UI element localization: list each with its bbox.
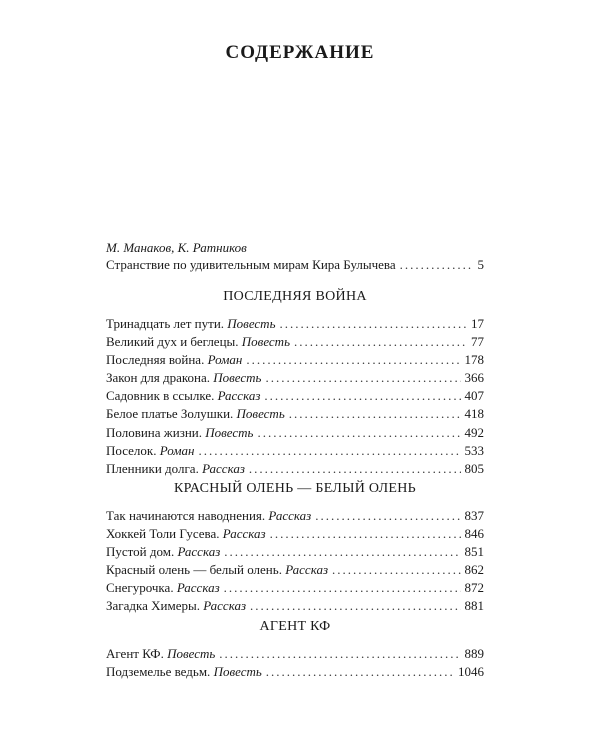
section-agent-kf: [106, 617, 484, 681]
entry-genre: Роман: [159, 442, 195, 458]
entry-title: Хоккей Толи Гусева.: [106, 526, 220, 542]
entry-genre: Повесть: [236, 406, 285, 422]
leader-dots: [224, 543, 460, 561]
page-title: СОДЕРЖАНИЕ: [225, 42, 375, 63]
entry-page: 889: [464, 646, 484, 661]
entry-title: Великий дух и беглецы.: [106, 334, 239, 350]
section-poslednyaya-voyna: [106, 287, 484, 478]
entry-title: Белое платье Золушки.: [106, 406, 234, 422]
entry-genre: Рассказ: [217, 388, 261, 404]
toc-entry[interactable]: [106, 387, 484, 405]
entry-genre: Рассказ: [177, 544, 221, 560]
toc-entry[interactable]: [106, 460, 484, 478]
entry-page: 407: [464, 388, 484, 404]
toc-entry[interactable]: [106, 333, 484, 351]
leader-dots: [294, 333, 467, 351]
entry-page: 872: [464, 580, 484, 596]
entry-title: Последняя война.: [106, 352, 205, 368]
section-title: ПОСЛЕДНЯЯ ВОЙНА: [223, 289, 367, 304]
entry-page: 77: [471, 334, 484, 350]
entry-genre: Повесть: [205, 424, 254, 440]
entry-title: Садовник в ссылке.: [106, 388, 215, 404]
leader-dots: [257, 424, 460, 442]
leader-dots: [400, 256, 474, 274]
toc-entry[interactable]: [106, 256, 484, 274]
entry-page: 418: [464, 406, 484, 422]
toc-entry[interactable]: [106, 579, 484, 597]
entry-title: Агент КФ.: [106, 646, 164, 661]
entry-page: 1046: [458, 664, 484, 680]
toc-entry[interactable]: [106, 442, 484, 460]
leader-dots: [265, 369, 460, 387]
toc-entry[interactable]: [106, 597, 484, 615]
section-title: АГЕНТ КФ: [259, 619, 331, 634]
section-krasny-olen: [106, 479, 484, 616]
toc-entry[interactable]: [106, 405, 484, 423]
entry-title: Красный олень — белый олень.: [106, 562, 282, 578]
entry-page: 805: [464, 460, 484, 476]
leader-dots: [266, 663, 454, 681]
entry-title: Загадка Химеры.: [106, 598, 200, 614]
entry-title: Поселок.: [106, 442, 157, 458]
toc-entry[interactable]: [106, 543, 484, 561]
entry-title: Пустой дом.: [106, 544, 175, 560]
leader-dots: [289, 405, 461, 423]
entry-title: Закон для дракона.: [106, 370, 210, 386]
toc-entry[interactable]: [106, 315, 484, 333]
toc-entry[interactable]: [106, 351, 484, 369]
toc-entry[interactable]: [106, 561, 484, 579]
entry-title: Подземелье ведьм.: [106, 664, 211, 680]
leader-dots: [246, 351, 460, 369]
leader-dots: [219, 645, 460, 663]
entry-page: 178: [464, 352, 484, 368]
entry-page: 881: [464, 598, 484, 614]
leader-dots: [250, 597, 460, 615]
intro-essay: [106, 240, 484, 274]
leader-dots: [270, 525, 461, 543]
toc-entry[interactable]: [106, 663, 484, 681]
leader-dots: [280, 315, 468, 333]
leader-dots: [198, 442, 460, 460]
essay-authors: М. Манаков, К. Ратников: [106, 240, 247, 255]
toc-entry[interactable]: [106, 645, 484, 663]
entry-page: 862: [464, 562, 484, 578]
entry-page: 5: [477, 257, 484, 272]
toc-entry[interactable]: [106, 424, 484, 442]
entry-genre: Повесть: [167, 646, 216, 661]
leader-dots: [264, 387, 460, 405]
toc-entry[interactable]: [106, 369, 484, 387]
section-title: КРАСНЫЙ ОЛЕНЬ — БЕЛЫЙ ОЛЕНЬ: [173, 481, 417, 496]
entry-genre: Повесть: [213, 664, 262, 680]
entry-page: 533: [464, 442, 484, 458]
entry-page: 366: [464, 370, 484, 386]
leader-dots: [224, 579, 461, 597]
entry-genre: Повесть: [241, 334, 290, 350]
entry-genre: Повесть: [227, 316, 276, 331]
entry-genre: Рассказ: [176, 580, 220, 596]
entry-title: Так начинаются наводнения.: [106, 508, 266, 523]
entry-genre: Рассказ: [285, 562, 329, 578]
entry-page: 851: [464, 544, 484, 560]
entry-title: Половина жизни.: [106, 424, 203, 440]
entry-title: Пленники долга.: [106, 460, 199, 476]
entry-title: Странствие по удивительным мирам Кира Булычева: [106, 257, 396, 272]
entry-title: Снегурочка.: [106, 580, 174, 596]
entry-genre: Рассказ: [202, 460, 245, 476]
toc-entry[interactable]: [106, 507, 484, 525]
entry-title: Тринадцать лет пути.: [106, 316, 225, 331]
entry-page: 492: [464, 424, 484, 440]
entry-genre: Рассказ: [222, 526, 266, 542]
entry-page: 17: [471, 316, 484, 331]
entry-page: 837: [464, 508, 484, 523]
entry-genre: Роман: [207, 352, 243, 368]
leader-dots: [315, 507, 460, 525]
leader-dots: [249, 460, 461, 478]
entry-page: 846: [464, 526, 484, 542]
leader-dots: [332, 561, 460, 579]
toc-entry[interactable]: [106, 525, 484, 543]
entry-genre: Рассказ: [268, 508, 312, 523]
entry-genre: Повесть: [213, 370, 262, 386]
entry-genre: Рассказ: [203, 598, 247, 614]
